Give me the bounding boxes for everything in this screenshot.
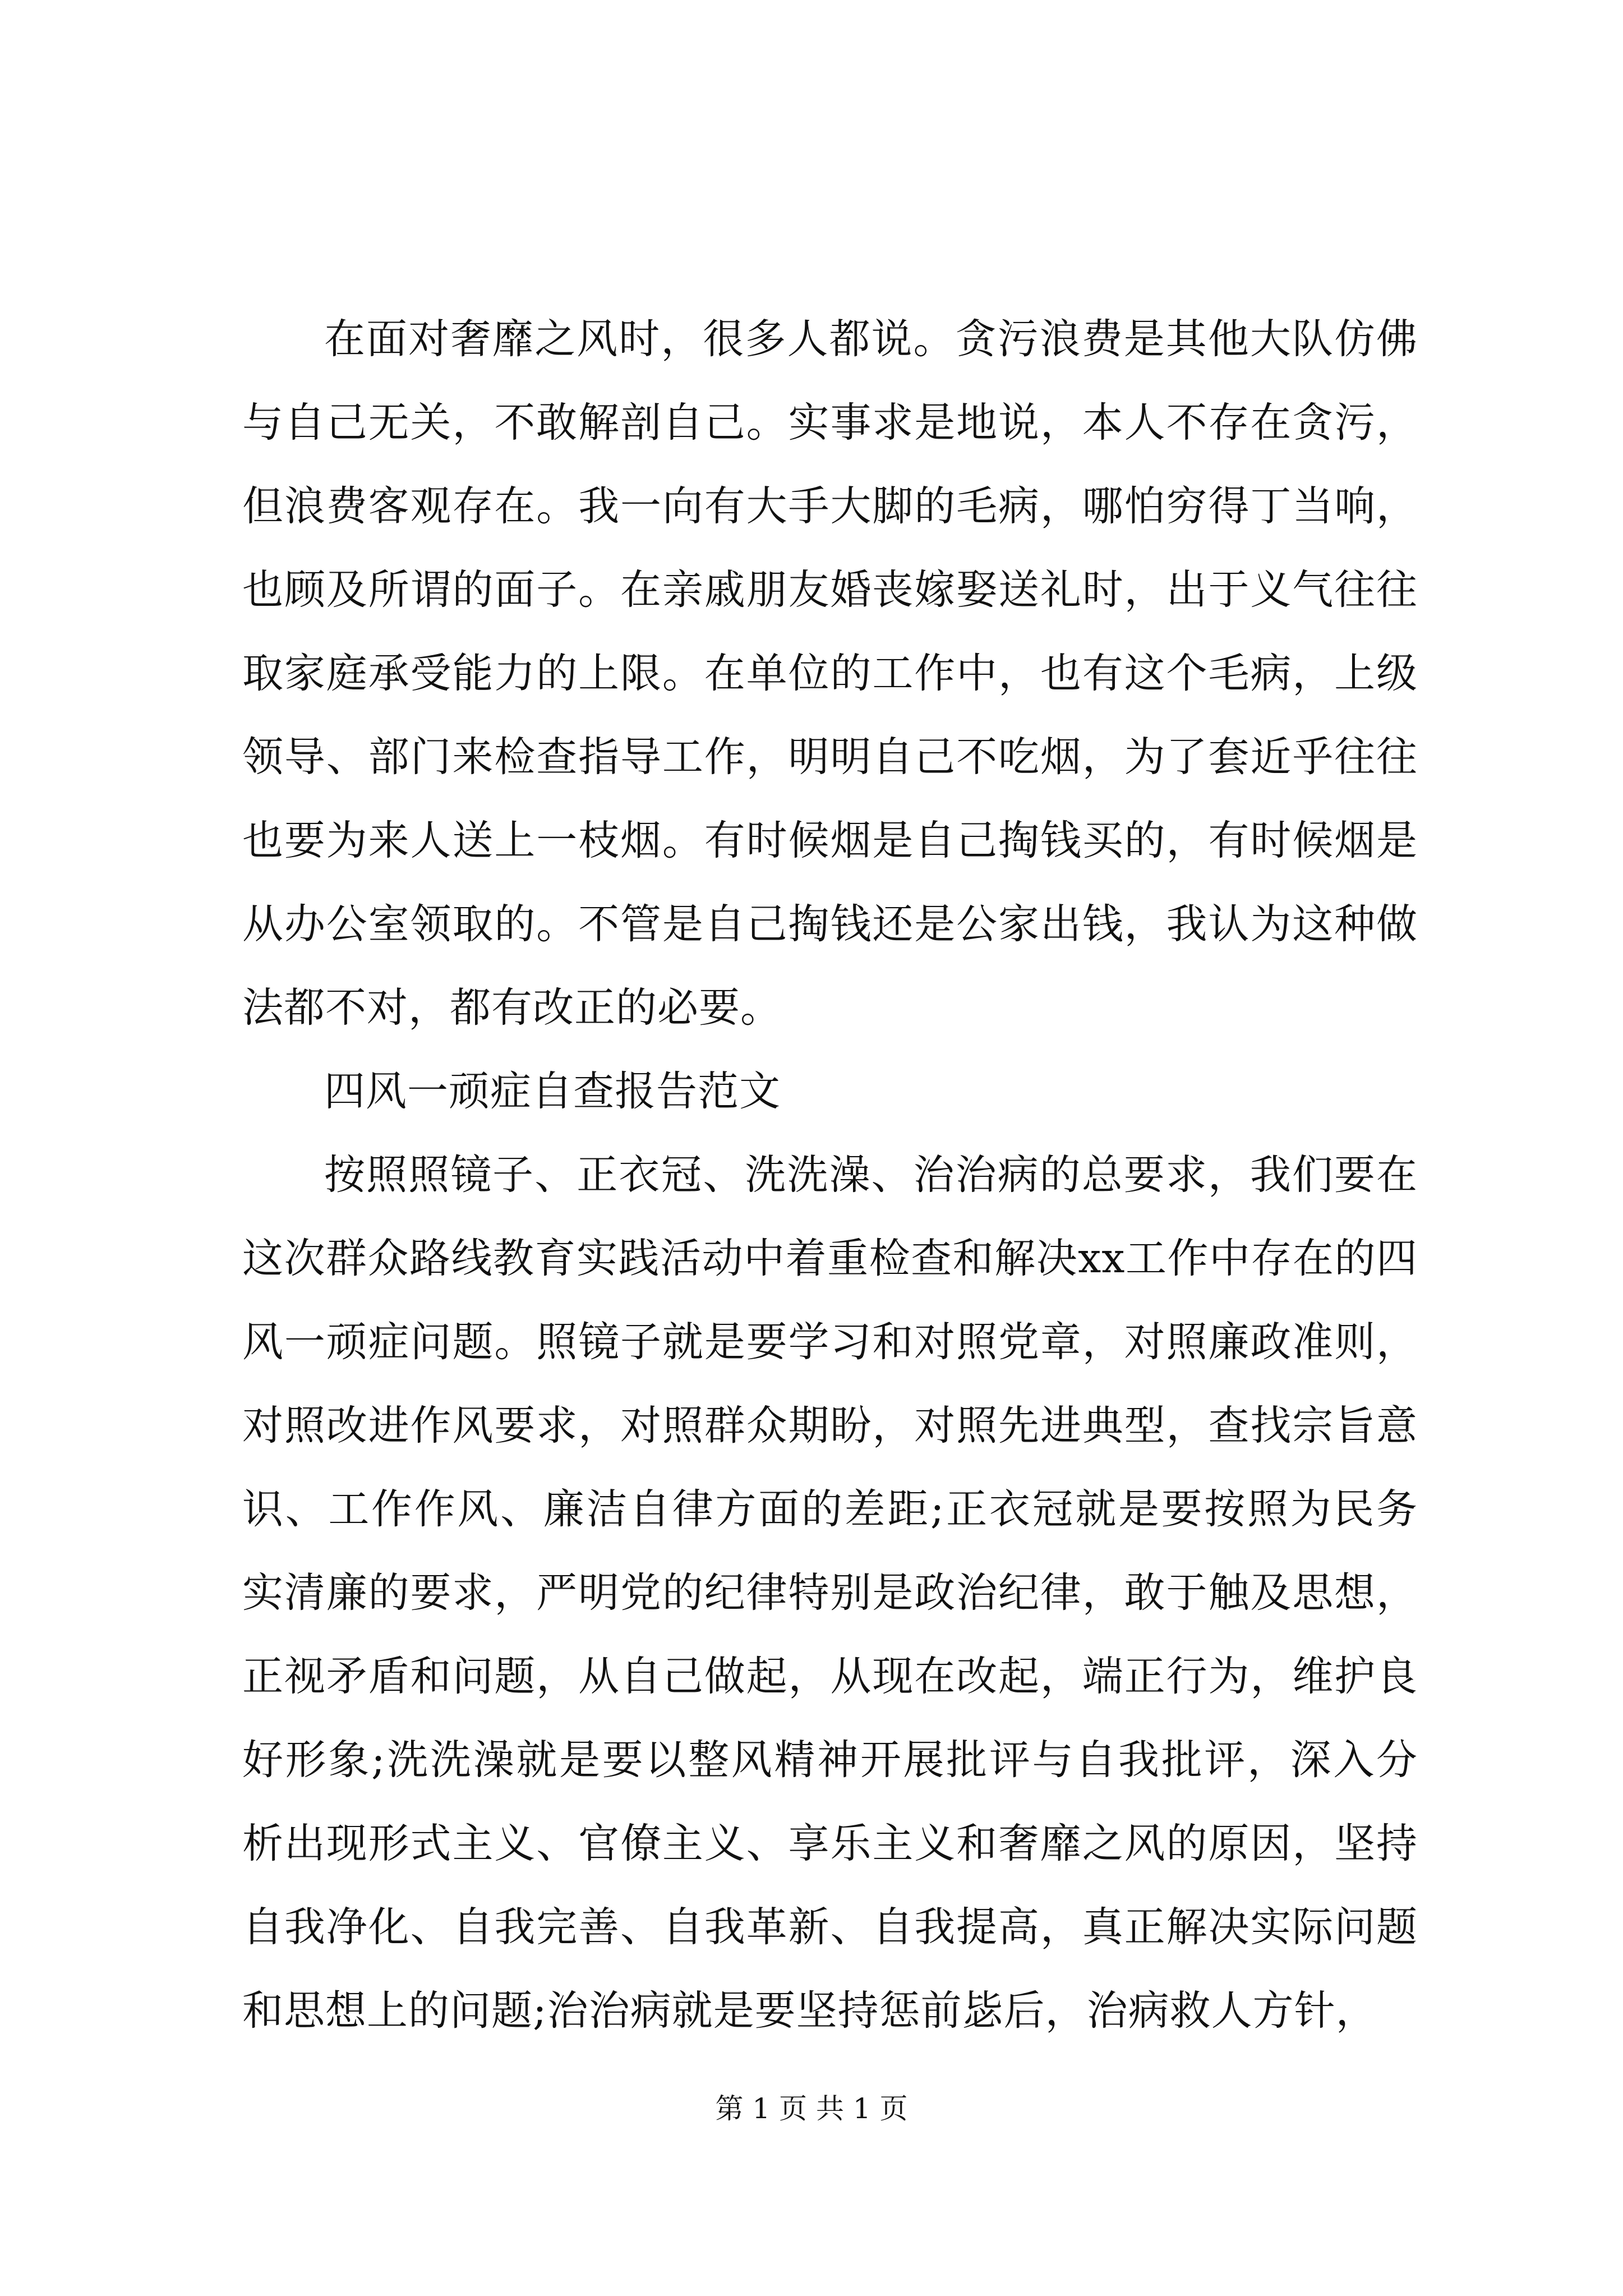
document-body bbox=[242, 297, 1418, 2053]
page-footer: 第 1 页 共 1 页 bbox=[715, 2092, 908, 2125]
section-heading: 四风一顽症自查报告范文 bbox=[324, 1068, 781, 1115]
body-paragraph-1: 在面对奢靡之风时，很多人都说。贪污浪费是其他大队仿佛与自己无关，不敢解剖自己。实事求是地说，本人不存在贪污，但浪费客观存在。我一向有大手大脚的毛病，哪怕穷得丁当响，也顾及所谓的面子。在亲戚朋友婚丧嫁娶送礼时，出于义气往往取家庭承受能力的上限。在单位的工作中，也有这个毛病，上级领导、部门来检查指导工作，明明自己不吃烟，为了套近乎往往也要为来人送上一枝烟。有时候烟是自己掏钱买的，有时候烟是从办公室领取的。不管是自己掏钱还是公家出钱，我认为这种做法都不对，都有改正的必要。 bbox=[242, 315, 1418, 1032]
body-paragraph-2: 按照照镜子、正衣冠、洗洗澡、治治病的总要求，我们要在这次群众路线教育实践活动中着重检查和解决xx工作中存在的四风一顽症问题。照镜子就是要学习和对照党章，对照廉政准则，对照改进作风要求，对照群众期盼，对照先进典型，查找宗旨意识、工作作风、廉洁自律方面的差距;正衣冠就是要按照为民务实清廉的要求，严明党的纪律特别是政治纪律，敢于触及思想，正视矛盾和问题，从自己做起，从现在改起，端正行为，维护良好形象;洗洗澡就是要以整风精神开展批评与自我批评，深入分析出现形式主义、官僚主义、享乐主义和奢靡之风的原因，坚持自我净化、自我完善、自我革新、自我提高，真正解决实际问题和思想上的问题;治治病就是要坚持惩前毖后，治病救人方针， bbox=[242, 1151, 1418, 2035]
